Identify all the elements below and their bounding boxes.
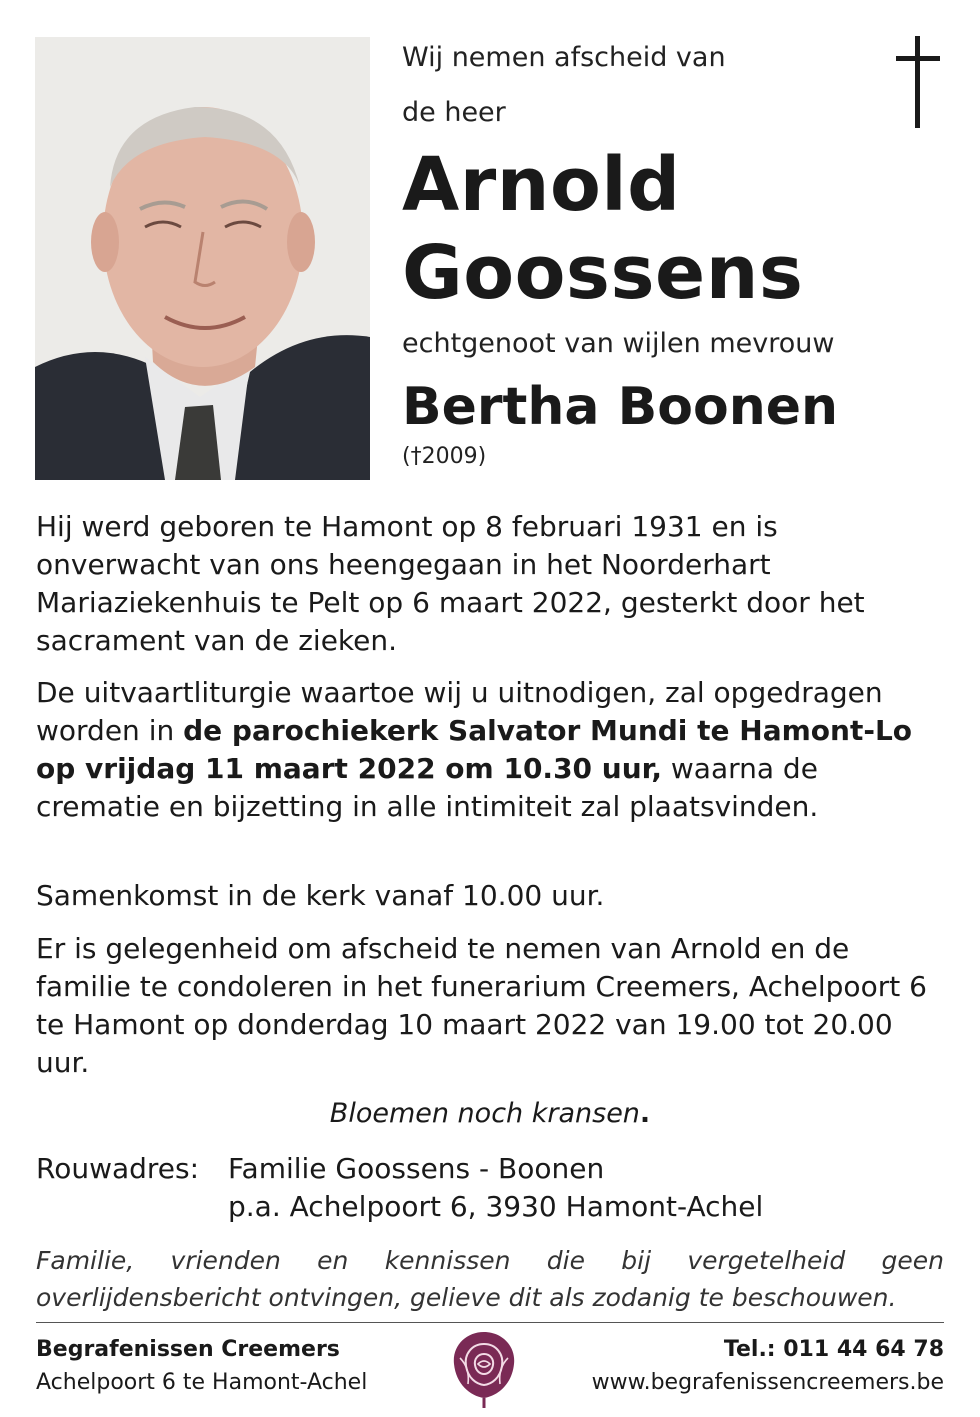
spouse-death-year: (†2009)	[402, 444, 487, 469]
funeral-company-phone: Tel.: 011 44 64 78	[723, 1337, 944, 1362]
funeral-company-address: Achelpoort 6 te Hamont-Achel	[36, 1370, 368, 1395]
gathering-paragraph	[36, 877, 946, 915]
deceased-first-name: Arnold	[402, 142, 681, 228]
intro-line-1: Wij nemen afscheid van	[402, 42, 726, 73]
funeral-lead: De uitvaartliturgie waartoe wij u uitnodigen, zal opgedragen worden in	[36, 676, 883, 747]
rose-logo-icon	[450, 1328, 518, 1410]
spouse-label: echtgenoot van wijlen mevrouw	[402, 328, 835, 359]
paragraph-text: Samenkomst in de kerk vanaf 10.00 uur.	[36, 879, 605, 912]
visitation-paragraph	[36, 930, 946, 1082]
portrait-photo	[35, 37, 370, 480]
spouse-name: Bertha Boonen	[402, 377, 839, 437]
paragraph-text: Hij werd geboren te Hamont op 8 februari 1931 en is onverwacht van ons heengegaan in het Noorderhart Mariaziekenhuis te Pelt op 6 maart 2022, gesterkt door het sacrament van de zieken.	[36, 510, 865, 657]
cross-icon	[896, 36, 940, 128]
funeral-company-website[interactable]: www.begrafenissencreemers.be	[591, 1370, 944, 1395]
funeral-paragraph	[36, 674, 946, 826]
funeral-location-time: de parochiekerk Salvator Mundi te Hamont-Lo op vrijdag 11 maart 2022 om 10.30 uur,	[36, 714, 913, 785]
funeral-company-name: Begrafenissen Creemers	[36, 1337, 340, 1362]
birth-death-paragraph	[36, 508, 946, 660]
deceased-last-name: Goossens	[402, 230, 804, 316]
flowers-note	[0, 1098, 980, 1129]
footer-divider	[36, 1322, 944, 1323]
flowers-dot: .	[639, 1098, 651, 1129]
address-line-2: p.a. Achelpoort 6, 3930 Hamont-Achel	[228, 1190, 764, 1223]
intro-line-2: de heer	[402, 97, 506, 128]
address-label: Rouwadres:	[36, 1152, 200, 1185]
funeral-tail: waarna de crematie en bijzetting in alle intimiteit zal plaatsvinden.	[36, 752, 819, 823]
notification-disclaimer: Familie, vrienden en kennissen die bij vergetelheid geen overlijdensbericht ontvingen, gelieve dit als zodanig te beschouwen.	[36, 1246, 944, 1312]
paragraph-text: Er is gelegenheid om afscheid te nemen van Arnold en de familie te condoleren in het funerarium Creemers, Achelpoort 6 te Hamont op donderdag 10 maart 2022 van 19.00 tot 20.00 uur.	[36, 932, 927, 1079]
address-line-1: Familie Goossens - Boonen	[228, 1152, 605, 1185]
flowers-text: Bloemen noch kransen	[329, 1098, 640, 1129]
